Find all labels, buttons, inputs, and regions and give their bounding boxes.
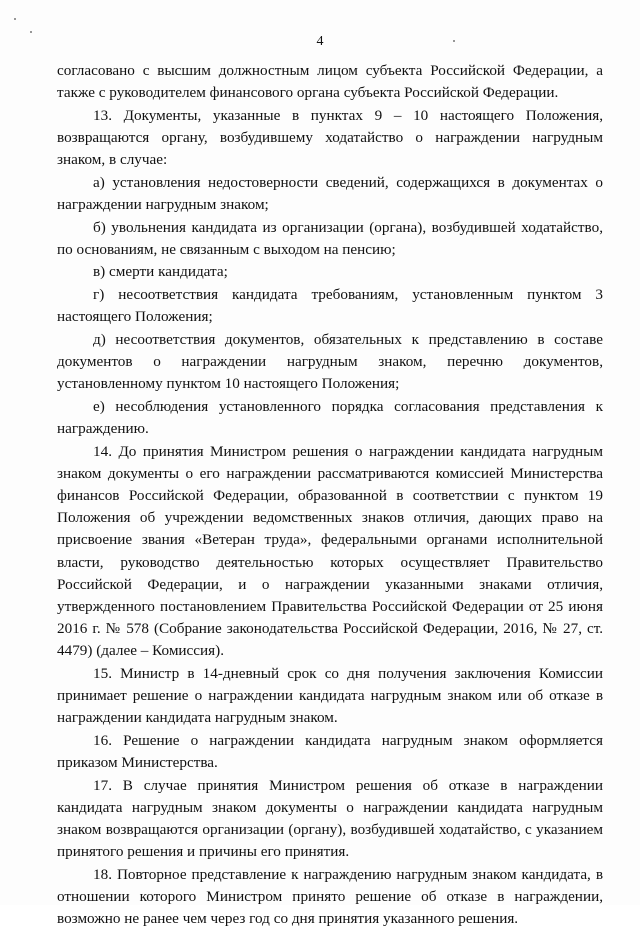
paragraph-15: 15. Министр в 14-дневный срок со дня получения заключения Комиссии принимает решение о награждении кандидата нагрудным знаком или об отказе в награждении кандидата нагрудным знаком. [57, 665, 603, 727]
page-number: 4 [316, 34, 324, 49]
paragraph-13b: б) увольнения кандидата из организации (органа), возбудившей ходатайство, по основаниям, не связанным с выходом на пенсию; [57, 218, 603, 258]
scan-speck [14, 18, 16, 20]
document-body [57, 60, 603, 931]
paragraph-13e: е) несоблюдения установленного порядка согласования представления к награждению. [57, 397, 603, 437]
paragraph-13a: а) установления недостоверности сведений, содержащихся в документах о награждении нагрудным знаком; [57, 173, 603, 213]
paragraph-16: 16. Решение о награждении кандидата нагрудным знаком оформляется приказом Министерства. [57, 732, 603, 772]
paragraph-continuation: согласовано с высшим должностным лицом субъекта Российской Федерации, а также с руководителем финансового органа субъекта Российской Федерации. [57, 62, 603, 102]
paragraph-13d: д) несоответствия документов, обязательных к представлению в составе документов о награждении нагрудным знаком, перечню документов, установленному пунктом 10 настоящего Положения; [57, 330, 603, 393]
paragraph-13g: г) несоответствия кандидата требованиям, установленным пунктом 3 настоящего Положения; [57, 285, 603, 326]
paragraph-17: 17. В случае принятия Министром решения об отказе в награждении кандидата нагрудным знаком документы о награждении кандидата нагрудным знаком возвращаются организации (органу), возбудившей ходатайство, с указанием принятого решения и причины его принятия. [57, 776, 603, 861]
paragraph-18: 18. Повторное представление к награждению нагрудным знаком кандидата, в отношении которого Министром принято решение об отказе в награждении, возможно не ранее чем через год со дня принятия указанного решения. [57, 866, 603, 928]
paragraph-13v: в) смерти кандидата; [93, 263, 228, 281]
scan-speck [30, 31, 32, 33]
paragraph-13: 13. Документы, указанные в пунктах 9 – 10 настоящего Положения, возвращаются органу, возбудившему ходатайство о награждении нагрудным знаком, в случае: [57, 106, 603, 169]
paragraph-14: 14. До принятия Министром решения о награждении кандидата нагрудным знаком документы о его награждении рассматриваются комиссией Министерства финансов Российской Федерации, образованной в соответствии с пунктом 19 Положения об учреждении ведомственных знаков отличия, дающих право на присвоение звания «Ветеран труда», федеральными органами исполнительной власти, руководство деятельностью которых осуществляет Правительство Российской Федерации, и о награждении указанными знаками отличия, утвержденного постановлением Правительства Российской Федерации от 25 июня 2016 г. № 578 (Собрание законодательства Российской Федерации, 2016, № 27, ст. 4479) (далее – Комиссия). [57, 442, 603, 660]
